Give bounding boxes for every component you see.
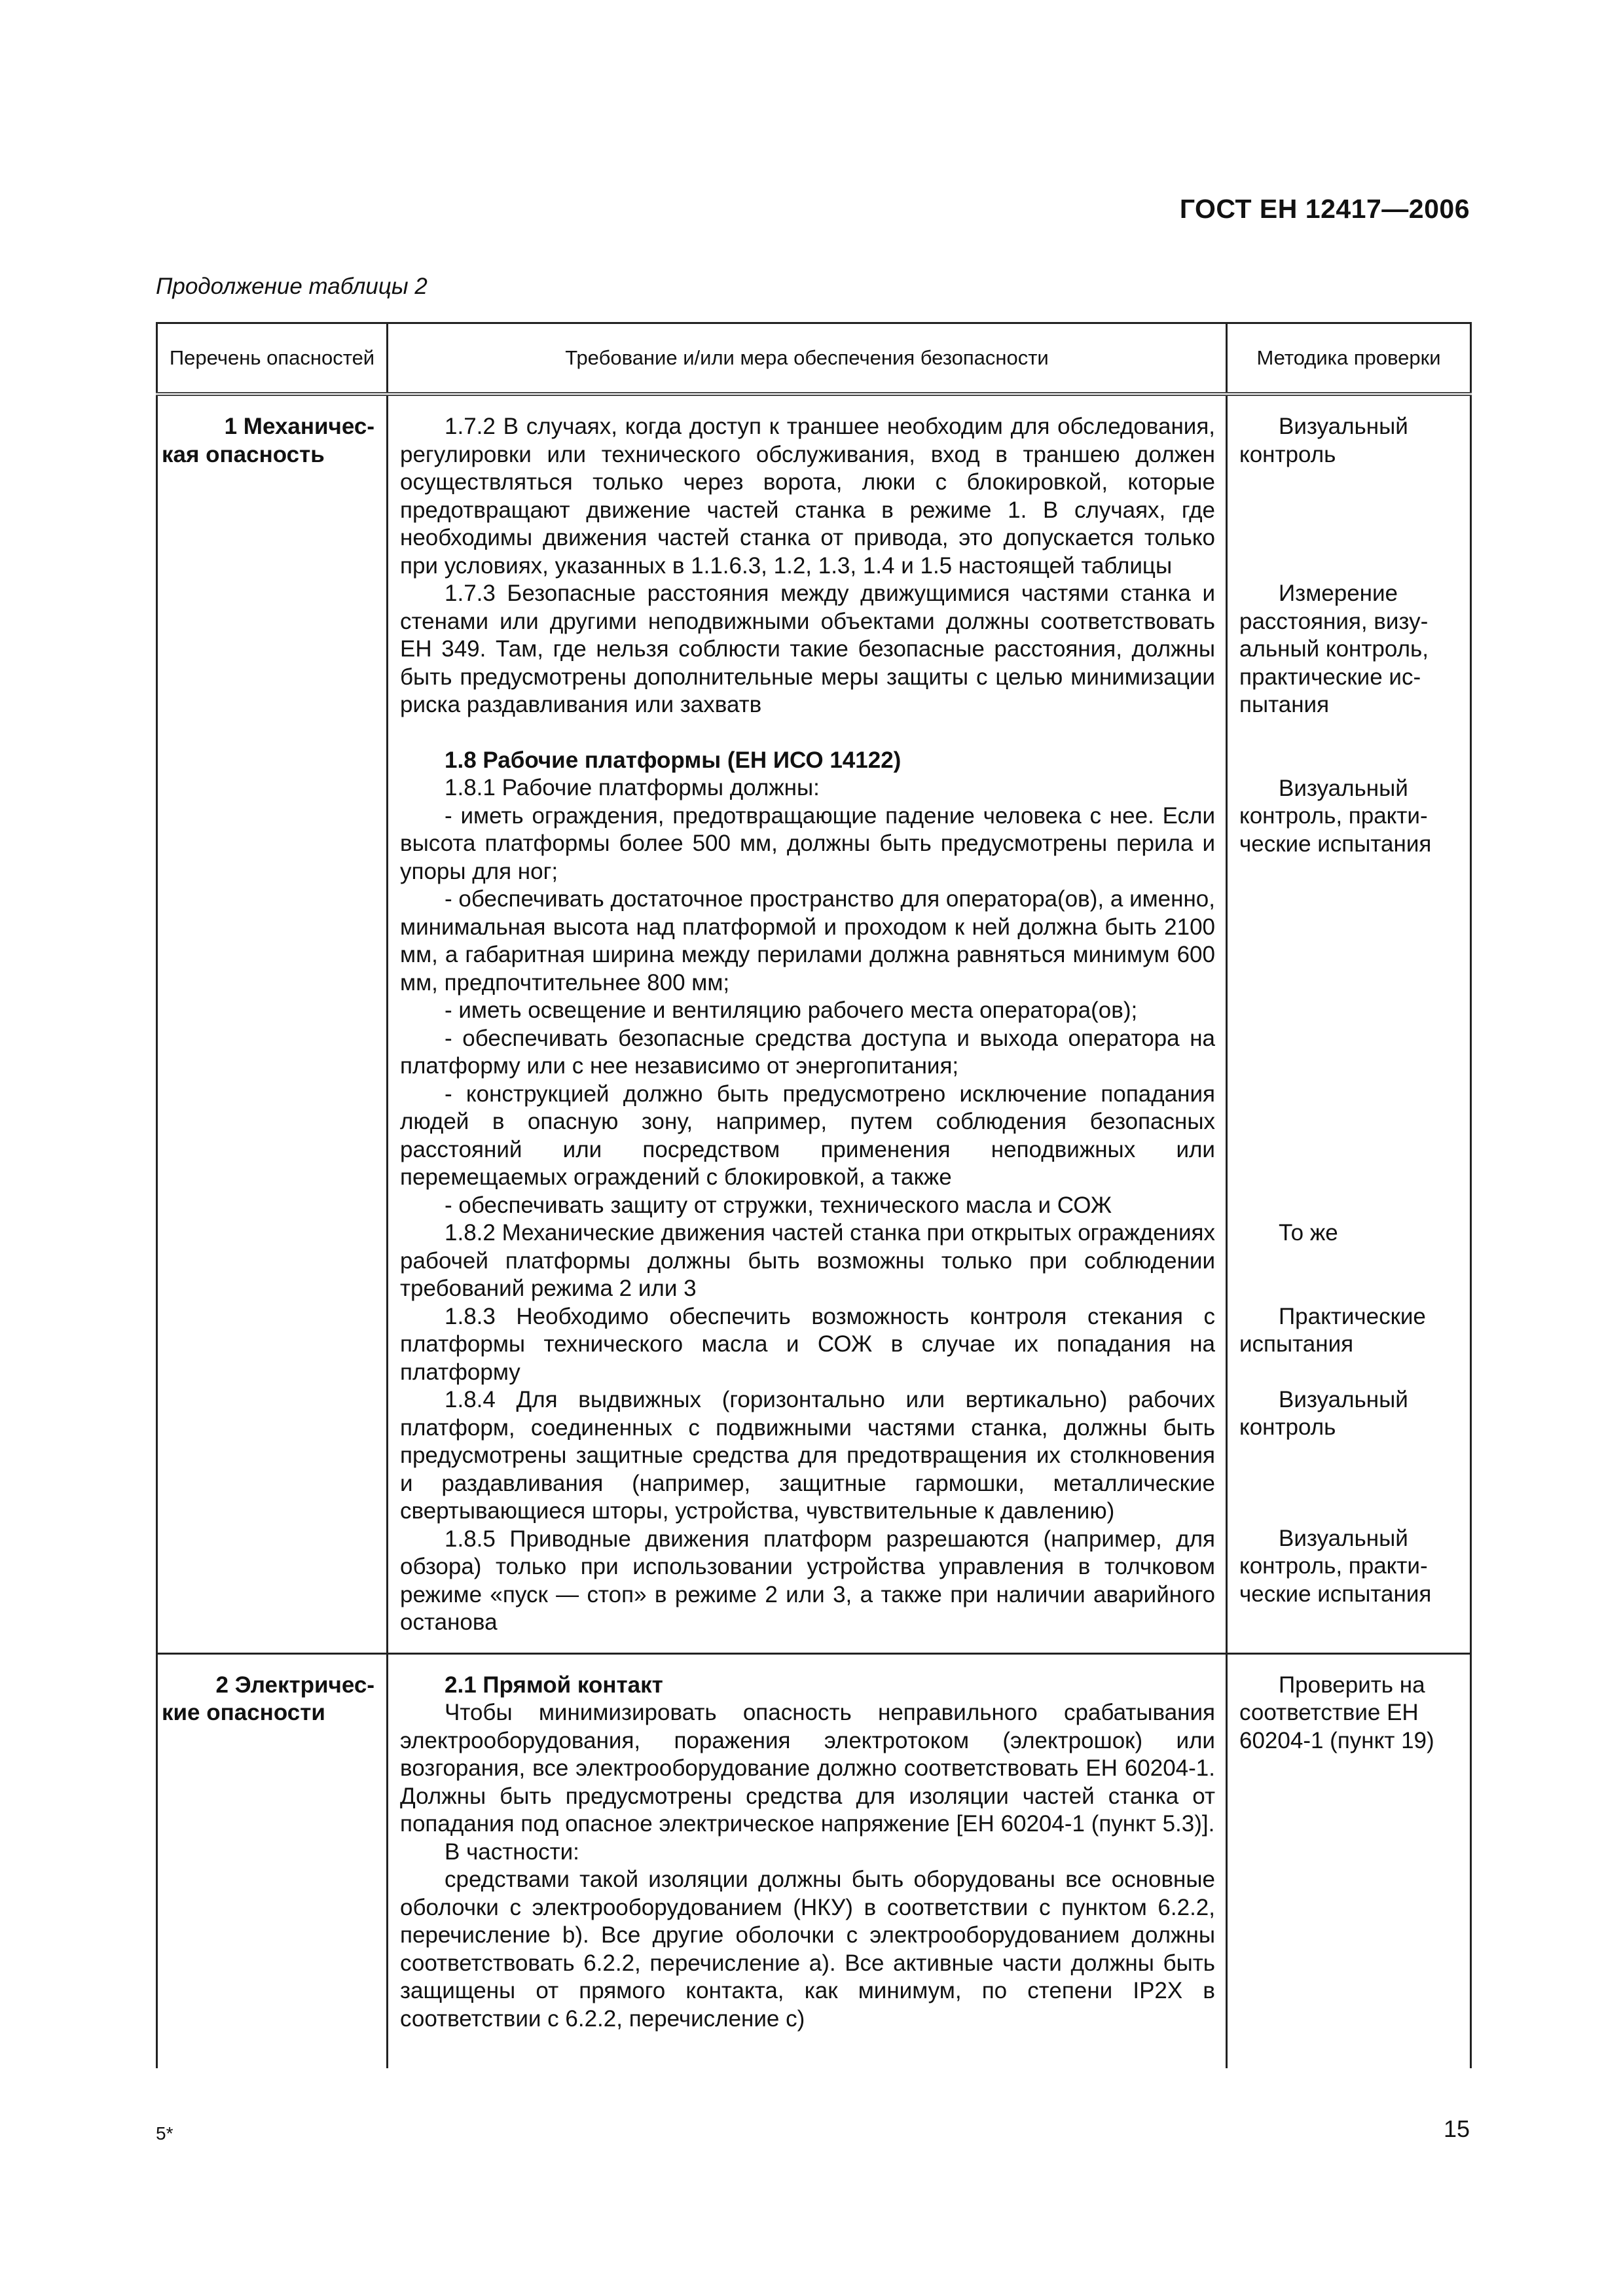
category-line: кие опасности [162, 1700, 325, 1725]
method-2-1: Проверить на соответствие ЕН 60204-1 (пункт 19) [1239, 1672, 1434, 1753]
list-item: - конструкцией должно быть предусмотрено исключение попадания людей в опасную зону, например, путем соблюдения безопасных расстояний или посредством применения неподвижных или перемещаемых ограждений с блокировкой, а также [400, 1081, 1215, 1190]
hazard-category-mechanical [157, 394, 388, 1653]
list-item: - иметь освещение и вентиляцию рабочего места оператора(ов); [445, 997, 1138, 1023]
col-header-hazards: Перечень опасностей [157, 323, 388, 395]
method-1-7-2: Визуальный контроль [1239, 414, 1408, 467]
page-number: 15 [1443, 2115, 1470, 2142]
category-line: 2 Электричес- [215, 1672, 374, 1698]
clause-1-8-4: 1.8.4 Для выдвижных (горизонтально или вертикально) рабочих платформ, соединенных с подвижными частями станка, должны быть предусмотрены защитные средства для предотвращения их столкновения и раздавливания (например, защитные гармошки, металлические свертывающиеся шторы, устройства, чувствительные к давлению) [400, 1387, 1215, 1524]
signature-mark: 5* [156, 2123, 173, 2144]
hazard-category-electrical [157, 1653, 388, 2068]
method-1-8-2: То же [1279, 1220, 1338, 1246]
list-item: - иметь ограждения, предотвращающие падение человека с нее. Если высота платформы более 500 мм, должны быть предусмотрены перила и упоры для ног; [400, 802, 1215, 884]
clause-isolation: средствами такой изоляции должны быть оборудованы все основные оболочки с электрооборудованием (НКУ) в соответствии с пунктом 6.2.2, перечисление b). Все другие оболочки с электрооборудованием должны соответствовать 6.2.2, перечисление а). Все активные части должны быть защищены от прямого контакта, как минимум, по степени IP2X в соответствии с 6.2.2, перечисление с) [400, 1867, 1215, 2032]
col-header-method: Методика проверки [1227, 323, 1471, 395]
table-row [157, 394, 1471, 1653]
section-heading-2-1: 2.1 Прямой контакт [445, 1672, 663, 1698]
section-heading-1-8: 1.8 Рабочие платформы (ЕН ИСО 14122) [445, 747, 902, 773]
method-cell [1227, 1653, 1471, 2068]
clause-in-particular: В частности: [445, 1839, 579, 1865]
method-1-7-3: Измерение расстояния, визу- альный контроль, практические ис- пытания [1239, 581, 1429, 717]
requirements-cell [388, 1653, 1227, 2068]
method-1-8-5: Визуальный контроль, практи- ческие испытания [1239, 1525, 1432, 1607]
clause-1-8-3: 1.8.3 Необходимо обеспечить возможность контроля стекания с платформы технического масла и СОЖ в случае их попадания на платформу [400, 1303, 1215, 1385]
clause-1-8-2: 1.8.2 Механические движения частей станка при открытых ограждениях рабочей платформы должны быть возможны только при соблюдении требований режима 2 или 3 [400, 1220, 1215, 1301]
list-item: - обеспечивать защиту от стружки, технического масла и СОЖ [445, 1192, 1112, 1218]
table-header-row [157, 323, 1471, 395]
standard-code: ГОСТ ЕН 12417—2006 [1179, 194, 1470, 224]
col-header-requirements: Требование и/или мера обеспечения безопасности [388, 323, 1227, 395]
clause-1-7-3: 1.7.3 Безопасные расстояния между движущимися частями станка и стенами или другими неподвижными объектами должны соответствовать ЕН 349. Там, где нельзя соблюсти такие безопасные расстояния, должны быть предусмотрены дополнительные меры защиты с целью минимизации риска раздавливания или захватв [400, 581, 1215, 717]
method-1-8-4: Визуальный контроль [1239, 1386, 1408, 1440]
method-1-8-1: Визуальный контроль, практи- ческие испытания [1239, 775, 1432, 857]
requirements-cell [388, 394, 1227, 1653]
method-cell [1227, 394, 1471, 1653]
requirements-table [156, 322, 1472, 2068]
table-caption: Продолжение таблицы 2 [156, 274, 428, 299]
table-row [157, 1653, 1471, 2068]
clause-2-1: Чтобы минимизировать опасность неправильного срабатывания электрооборудования, поражения электротоком (электрошок) или возгорания, все электрооборудование должно соответствовать ЕН 60204-1. Должны быть предусмотрены средства для изоляции частей станка от попадания под опасное электрическое напряжение [ЕН 60204-1 (пункт 5.3)]. [400, 1700, 1215, 1837]
list-item: - обеспечивать безопасные средства доступа и выхода оператора на платформу или с нее независимо от энергопитания; [400, 1025, 1215, 1079]
category-line: 1 Механичес- [224, 414, 374, 439]
clause-1-8-1: 1.8.1 Рабочие платформы должны: [445, 775, 820, 800]
method-1-8-3: Практические испытания [1239, 1303, 1426, 1357]
clause-1-8-5: 1.8.5 Приводные движения платформ разрешаются (например, для обзора) только при использовании устройства управления в толчковом режиме «пуск — стоп» в режиме 2 или 3, а также при наличии аварийного останова [400, 1526, 1215, 1635]
list-item: - обеспечивать достаточное пространство для оператора(ов), а именно, минимальная высота над платформой и проходом к ней должна быть 2100 мм, а габаритная ширина между перилами должна равняться минимум 600 мм, предпочтительнее 800 мм; [400, 886, 1215, 996]
category-line: кая опасность [162, 441, 325, 467]
clause-1-7-2: 1.7.2 В случаях, когда доступ к траншее необходим для обследования, регулировки или технического обслуживания, вход в траншею должен осуществляться только через ворота, люки с блокировкой, которые предотвращают движение частей станка в режиме 1. В случаях, где необходимы движения частей станка от привода, это допускается только при условиях, указанных в 1.1.6.3, 1.2, 1.3, 1.4 и 1.5 настоящей таблицы [400, 414, 1215, 579]
